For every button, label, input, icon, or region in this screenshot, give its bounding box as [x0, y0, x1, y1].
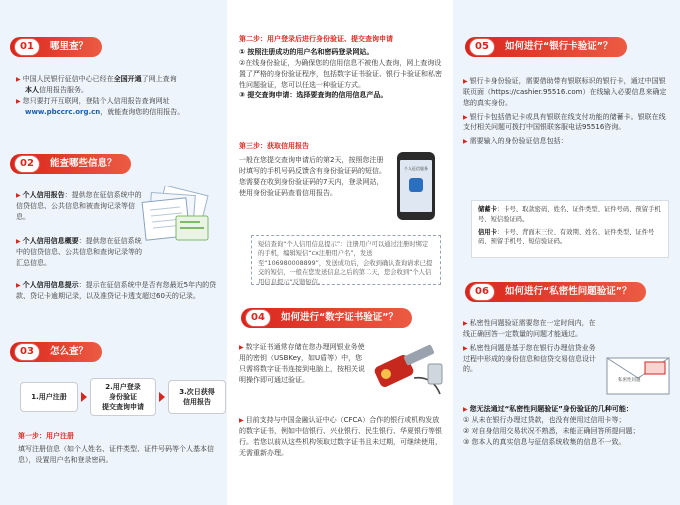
section-01-header [10, 36, 102, 58]
section-03-header [10, 341, 102, 363]
triangle-bullet-icon: ▶ [16, 76, 21, 83]
section-title: 如何进行“数字证书验证”？ [281, 312, 398, 324]
triangle-bullet-icon: ▶ [16, 192, 21, 199]
website-link[interactable]: www.pbccrc.org.cn [25, 107, 101, 116]
triangle-bullet-icon: ▶ [463, 320, 468, 327]
step-2-item: ③ 提交查询申请：选择要查询的信用信息产品。 [239, 91, 388, 100]
section-pill [10, 37, 102, 57]
triangle-bullet-icon: ▶ [463, 113, 468, 121]
section-02-item-2 [16, 236, 146, 269]
step-1-text: 填写注册信息（如个人姓名、证件类型、证件号码等个人基本信息），设置用户名和登录密码。 [18, 445, 214, 464]
section-pill [10, 154, 131, 174]
flow-step-label: 3.次日获得 [179, 387, 215, 396]
envelope-illustration [605, 356, 671, 396]
step-2-item: ① 按照注册成功的用户名和密码登录网站。 [239, 48, 374, 56]
phone-screen-label: 个人征信服务 [404, 166, 428, 171]
section-number: 04 [245, 309, 271, 327]
step-3-text: 一般在您提交查询申请后的第2天，按照您注册时填写的手机号码反馈含有身份验证码的短信。您需要在收到身份验证码的7天内，登录网站，使用身份验证码查看信用报告。 [239, 156, 386, 197]
text-bold: 个人信用信息提示 [22, 281, 79, 289]
section-05-body [463, 76, 671, 147]
section-01-body [16, 74, 216, 117]
triangle-bullet-icon: ▶ [463, 78, 468, 85]
text-run: ，就能查询您的信用报告。 [100, 107, 185, 116]
section-pill [465, 282, 646, 302]
flow-step-report [168, 380, 226, 414]
text-run: 信用报告服务。 [39, 85, 88, 94]
text-run: 您只要打开互联网，登陆个人信用报告查询网址 [22, 96, 170, 105]
arrow-right-icon [159, 392, 165, 402]
text-run: ：提供您在征信系统中的信贷信息、公共信息和查询记录等的汇总信息。 [16, 237, 142, 267]
flow-step-label: 1.用户注册 [31, 392, 67, 401]
triangle-bullet-icon: ▶ [463, 344, 468, 352]
section-title: 能查哪些信息？ [50, 158, 117, 170]
reason-item: ③ 您本人的真实信息与征信系统收集的信息不一致。 [463, 437, 626, 446]
text-run: 了网上查询 [141, 75, 177, 83]
section-06-body [463, 318, 601, 375]
right-panel [453, 0, 680, 505]
section-02-item-3 [16, 280, 221, 302]
text-run: ：提示在征信系统中是否有您最近5年内的贷款、贷记卡逾期记录，以及准贷记卡透支超过60天的记录。 [16, 281, 217, 300]
section-05-header [465, 36, 627, 58]
flow-step-login [90, 378, 156, 416]
section-number: 06 [469, 283, 495, 301]
section-02-header [10, 153, 131, 175]
card-fields: ：卡号、取款密码、姓名、证件类型、证件号码、预留手机号、短信验证码。 [478, 206, 661, 223]
card-fields: ：卡号、背面末三位、有效期、姓名、证件类型、证件号码、预留手机号、短信验证码。 [478, 228, 655, 246]
text-run: 私密性问题验证需要您在一定时间内，在线正确回答一定数量的问题才能通过。 [463, 319, 596, 338]
section-title: 怎么查？ [50, 346, 89, 358]
step-1-heading: 第一步：用户注册 [18, 432, 74, 440]
flow-step-label: 2.用户登录 [105, 382, 141, 391]
text-run: 数字证书通常存储在您办理网银业务使用的密钥（USBKey，如U盾等）中，您只需将数字证书连接到电脑上，按相关说明操作即可通过验证。 [239, 343, 365, 384]
text-bold: 全国开通 [113, 75, 142, 83]
section-pill [465, 37, 627, 57]
flow-step-label: 身份验证 [109, 392, 137, 401]
section-04-item-2 [239, 415, 444, 458]
section-title: 哪里查？ [50, 41, 89, 53]
text-bold: 本人 [25, 85, 39, 94]
section-title: 如何进行“银行卡验证”？ [505, 41, 613, 53]
left-panel [0, 0, 227, 505]
text-run: 中国人民银行征信中心已经在 [22, 75, 114, 83]
section-number: 05 [469, 38, 495, 56]
section-02-item-1 [16, 190, 146, 223]
text-run: 目前支持与中国金融认证中心（CFCA）合作的银行或机构发放的数字证书，例如中信银行、兴业银行、民生银行、华夏银行等银行。若您以前从这些机构领取过数字证书且未过期，可继续使用，无需重新办理。 [239, 416, 442, 457]
section-number: 03 [14, 343, 40, 361]
card-type-label: 储蓄卡 [478, 206, 497, 213]
phone-illustration [397, 152, 435, 220]
phone-screen [400, 160, 432, 212]
text-run: ：提供您在征信系统中的信贷信息、公共信息和被查询记录等信息。 [16, 191, 142, 221]
section-04-header [241, 307, 412, 329]
step-2-list [239, 47, 444, 101]
triangle-bullet-icon: ▶ [16, 238, 21, 245]
section-pill [241, 308, 412, 328]
text-run: 银行卡包括借记卡或具有银联在线支付功能的储蓄卡。银联在线支付相关问题可拨打中国银联客服电话95516咨询。 [463, 112, 666, 132]
triangle-bullet-icon: ▶ [16, 282, 21, 289]
section-title: 如何进行“私密性问题验证”？ [505, 286, 632, 298]
report-documents-illustration [140, 186, 218, 246]
step-3-heading: 第三步：获取信用报告 [239, 142, 309, 150]
reason-item: ① 从未在银行办理过贷款，也没有使用过信用卡等； [463, 415, 626, 424]
reason-item: ② 对自身信用交易状况不熟悉，未能正确回答所提问题； [463, 426, 640, 435]
flow-step-label: 提交查询申请 [102, 403, 144, 412]
middle-panel [227, 0, 453, 505]
text-run: 您无法通过“私密性问题验证”身份验证的几种可能： [469, 405, 633, 413]
flow-step-label: 信用报告 [183, 398, 211, 406]
arrow-right-icon [81, 392, 87, 402]
section-number: 02 [14, 155, 40, 173]
app-icon [409, 178, 423, 192]
triangle-bullet-icon: ▶ [239, 344, 244, 351]
triangle-bullet-icon: ▶ [16, 97, 21, 105]
text-run: 需要输入的身份验证信息包括： [469, 137, 568, 146]
text-run: 私密性问题是基于您在银行办理信贷业务过程中形成的身份信息和信贷交易信息设计的。 [463, 343, 596, 374]
text-bold: 个人信用报告 [22, 191, 65, 199]
card-info-box [471, 200, 669, 258]
section-pill [10, 342, 102, 362]
card-type-label: 信用卡 [478, 228, 497, 236]
envelope-label: 私密性问题 [618, 378, 641, 383]
section-06-header [465, 281, 646, 303]
process-flow [20, 378, 226, 416]
sms-query-note: 短信查询“个人信用信息提示”：注册用户可以通过注册时绑定的手机，编辑短信“cx注册用户名”，发送至“106980008899”，发送成功后，会收到确认查询请求已提交的短信，一般在您发送信息之后的第二天，您会收到“个人信用信息提示”反馈短信。 [251, 235, 441, 285]
step-2-heading: 第二步：用户登录后进行身份验证、提交查询申请 [239, 35, 393, 43]
section-number: 01 [14, 38, 40, 56]
triangle-bullet-icon: ▶ [463, 138, 468, 146]
section-06-reasons [463, 404, 668, 447]
section-04-item-1 [239, 342, 367, 385]
triangle-bullet-icon: ▶ [463, 406, 468, 413]
step-2-item: ②在线身份验证，为确保您的信用信息不被他人查询，网上查询设置了严格的身份验证程序，包括数字证书验证、银行卡验证和私密性问题验证，您可以任选一种验证方式。 [239, 58, 442, 89]
triangle-bullet-icon: ▶ [239, 417, 244, 424]
text-run: 银行卡身份验证，需要借助带有银联标识的银行卡，通过中国银联页面（https://cashier.95516.com）在线输入必要信息来确定您的真实身份。 [463, 77, 667, 107]
usb-key-illustration [370, 340, 446, 400]
text-bold: 个人信用信息概要 [22, 237, 79, 245]
flow-step-register [20, 382, 78, 412]
